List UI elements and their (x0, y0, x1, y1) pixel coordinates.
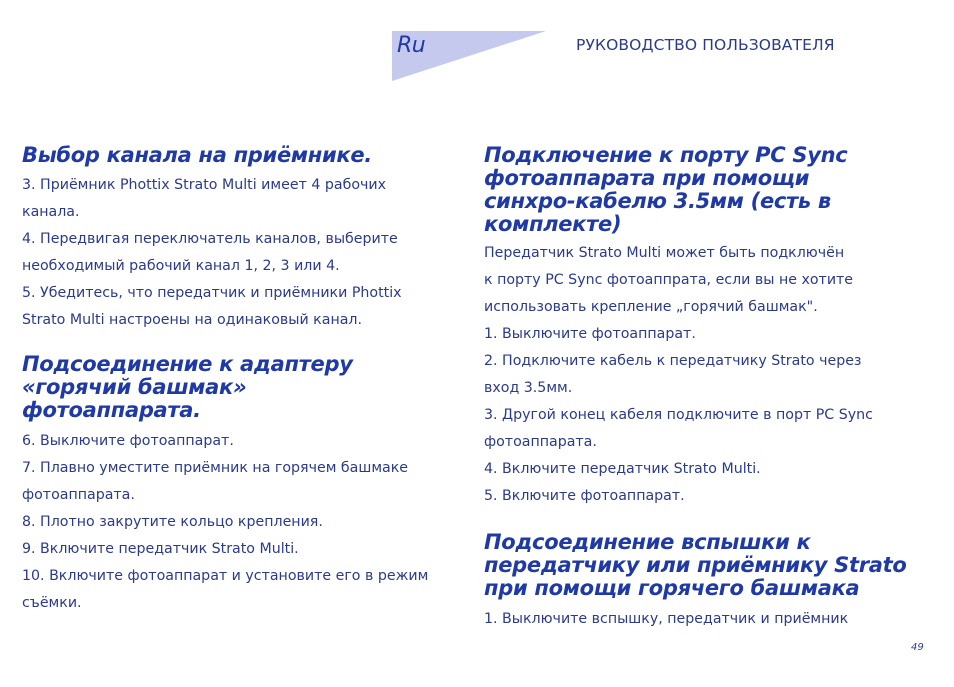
section-heading-hotshoe-adapter (22, 353, 353, 422)
heading-line: при помощи горячего башмака (484, 576, 860, 600)
section-heading-flash-hotshoe (484, 531, 907, 600)
section-body-hotshoe-adapter (22, 428, 428, 617)
text-line: 1. Выключите вспышку, передатчик и приёмник (484, 611, 849, 627)
text-line: 6. Выключите фотоаппарат. (22, 433, 234, 449)
text-line: 3. Приёмник Phottix Strato Multi имеет 4 рабочих (22, 177, 387, 193)
text-line: фотоаппарата. (484, 434, 597, 450)
text-line: 8. Плотно закрутите кольцо крепления. (22, 514, 323, 530)
text-line: съёмки. (22, 595, 82, 611)
text-line: 10. Включите фотоаппарат и установите его в режим (22, 568, 429, 584)
section-body-flash-hotshoe (484, 606, 848, 633)
text-line: 4. Включите передатчик Strato Multi. (484, 461, 761, 477)
text-line: Передатчик Strato Multi может быть подключён (484, 245, 845, 261)
text-line: 2. Подключите кабель к передатчику Strato через (484, 353, 862, 369)
language-label: Ru (397, 33, 426, 58)
section-heading-pc-sync (484, 144, 847, 236)
text-line: канала. (22, 204, 80, 220)
text-line: 7. Плавно уместите приёмник на горячем башмаке (22, 460, 409, 476)
text-line: вход 3.5мм. (484, 380, 573, 396)
heading-line: передатчику или приёмнику Strato (484, 553, 907, 577)
section-body-channel-select (22, 172, 402, 334)
section-heading-channel-select: Выбор канала на приёмнике. (22, 143, 372, 167)
text-line: 3. Другой конец кабеля подключите в порт PC Sync (484, 407, 873, 423)
heading-line: Подсоединение к адаптеру (22, 352, 353, 376)
text-line: 9. Включите передатчик Strato Multi. (22, 541, 299, 557)
heading-line: «горячий башмак» (22, 375, 247, 399)
text-line: фотоаппарата. (22, 487, 135, 503)
text-line: 4. Передвигая переключатель каналов, выберите (22, 231, 398, 247)
text-line: к порту PC Sync фотоаппрата, если вы не хотите (484, 272, 854, 288)
heading-line: фотоаппарата при помощи (484, 166, 810, 190)
text-line: необходимый рабочий канал 1, 2, 3 или 4. (22, 258, 340, 274)
heading-line: Подсоединение вспышки к (484, 530, 811, 554)
text-line: 1. Выключите фотоаппарат. (484, 326, 696, 342)
heading-line: фотоаппарата. (22, 398, 201, 422)
heading-line: синхро-кабелю 3.5мм (есть в (484, 189, 831, 213)
heading-line: Подключение к порту PC Sync (484, 143, 848, 167)
text-line: 5. Включите фотоаппарат. (484, 488, 685, 504)
heading-line: комплекте) (484, 212, 622, 236)
page-number: 49 (911, 642, 924, 653)
text-line: 5. Убедитесь, что передатчик и приёмники Phottix (22, 285, 402, 301)
text-line: использовать крепление „горячий башмак". (484, 299, 818, 315)
section-body-pc-sync (484, 240, 873, 510)
text-line: Strato Multi настроены на одинаковый канал. (22, 312, 362, 328)
manual-title: РУКОВОДСТВО ПОЛЬЗОВАТЕЛЯ (576, 36, 835, 54)
